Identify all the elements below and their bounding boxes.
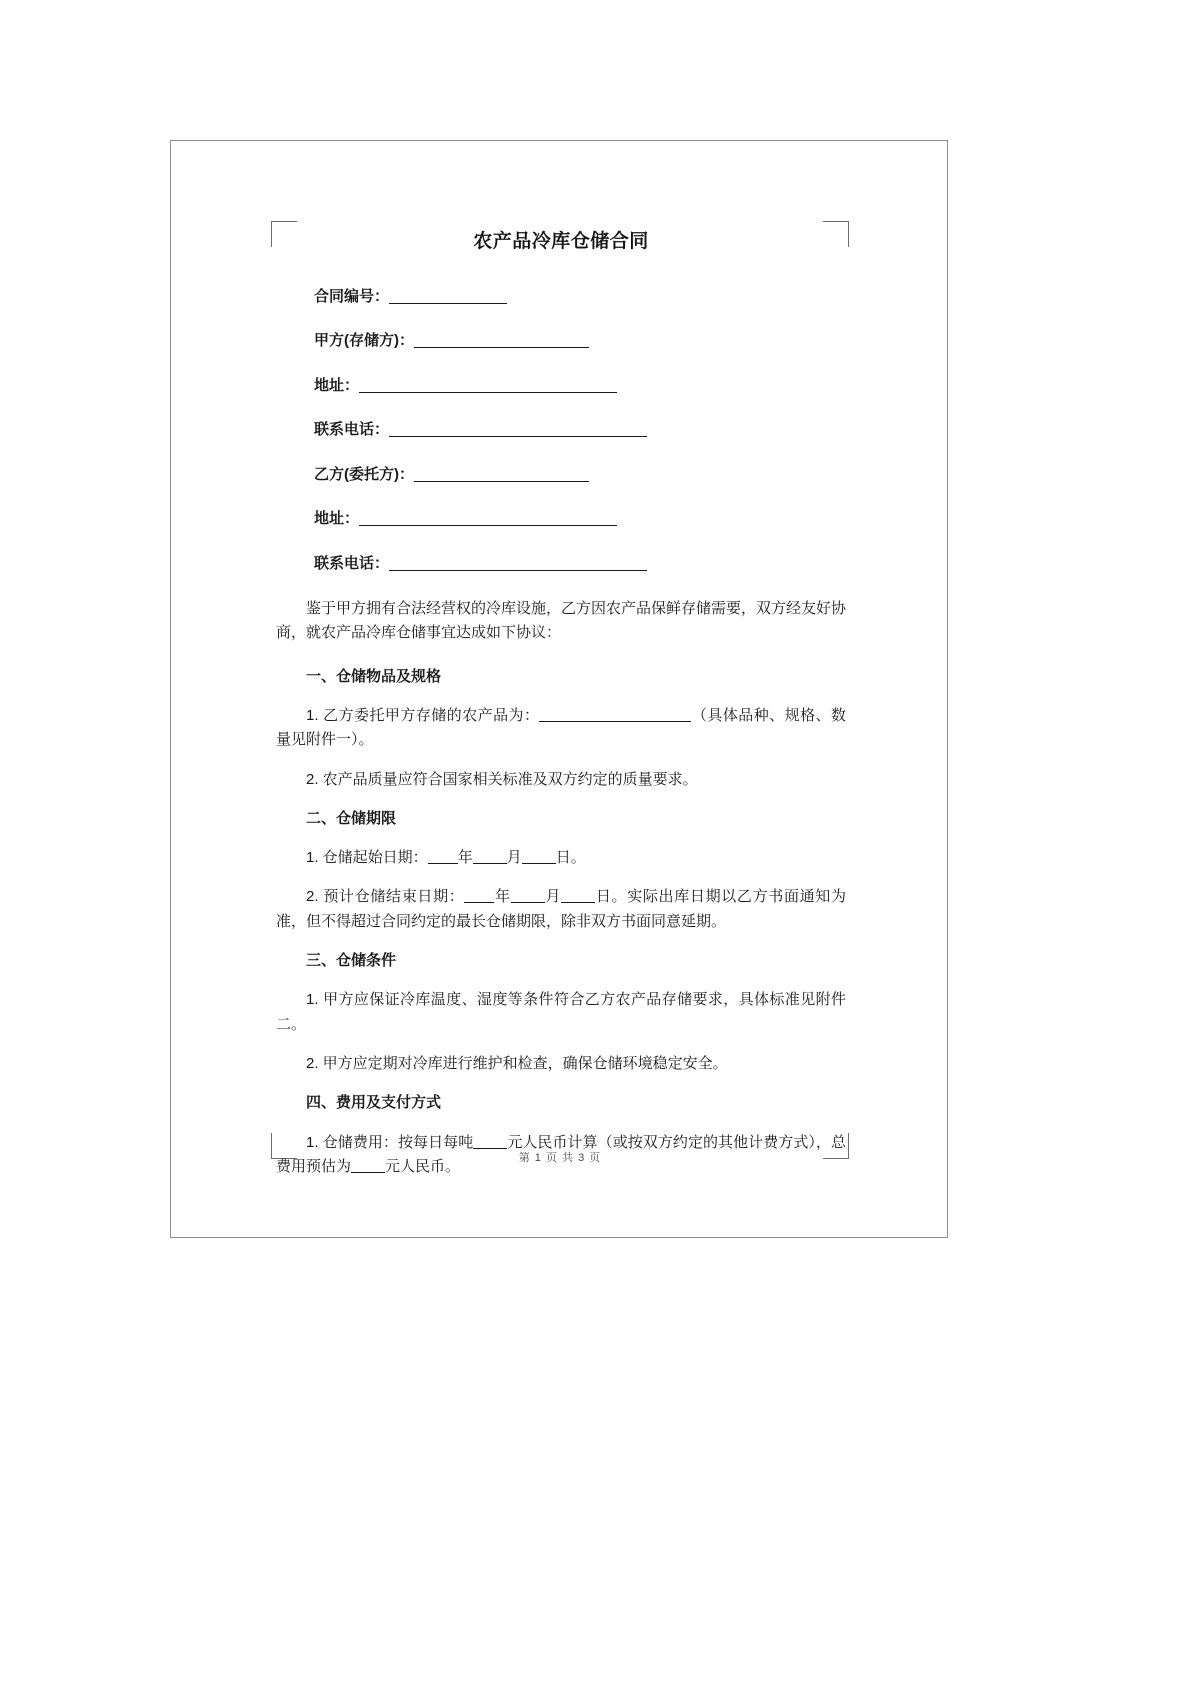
clause-1-1-suffix: （具体品种、规格、数量见附件一）。 — [276, 706, 846, 749]
clause-2-2-month-unit: 月 — [544, 888, 562, 906]
clause-3-1: 1. 甲方应保证冷库温度、湿度等条件符合乙方农产品存储要求，具体标准见附件二。 — [276, 991, 846, 1033]
clause-4-1-suffix: 元人民币。 — [385, 1157, 461, 1175]
clause-2-2 — [276, 885, 846, 934]
form-blank-party-a-phone[interactable] — [389, 423, 647, 437]
document-body — [276, 229, 846, 1194]
form-label-party-a-phone: 联系电话： — [314, 421, 390, 439]
clause-2-1-day-unit: 日 — [555, 849, 571, 867]
form-row-contract-number — [276, 286, 846, 309]
clause-2-2-month-blank[interactable] — [511, 890, 545, 903]
clause-4-1-mid: 元人民币计算（或按双方约定的其他计费方式），总费用预估为 — [276, 1133, 846, 1175]
document-page — [170, 140, 948, 1238]
form-blank-party-a[interactable] — [414, 334, 589, 348]
section-heading-1: 一、仓储物品及规格 — [306, 667, 442, 685]
clause-2-2-day-blank[interactable] — [561, 890, 595, 903]
clause-2-2-suffix: 。实际出库日期以乙方书面通知为准，但不得超过合同约定的最长仓储期限，除非双方书面同意延期。 — [276, 888, 846, 930]
form-label-party-b: 乙方(委托方)： — [314, 465, 414, 483]
form-blank-contract-number[interactable] — [389, 290, 507, 304]
form-blank-party-b[interactable] — [414, 468, 589, 482]
clause-2-1-day-blank[interactable] — [522, 851, 556, 864]
clause-2-2-year-blank[interactable] — [464, 890, 494, 903]
clause-2-1-month-unit: 月 — [506, 849, 522, 867]
clause-2-1-year-blank[interactable] — [428, 851, 458, 864]
clause-2-1-year-unit: 年 — [457, 849, 473, 867]
document-title: 农产品冷库仓储合同 — [473, 231, 649, 252]
clause-2-1-suffix: 。 — [570, 849, 586, 867]
clause-2-2-prefix: 2. 预计仓储结束日期： — [306, 888, 465, 906]
form-row-party-a — [276, 330, 846, 353]
form-blank-party-a-address[interactable] — [359, 379, 617, 393]
form-label-contract-number: 合同编号： — [314, 287, 390, 305]
form-label-party-b-address: 地址： — [314, 510, 360, 528]
form-label-party-a-address: 地址： — [314, 376, 360, 394]
form-blank-party-b-phone[interactable] — [389, 557, 647, 571]
form-blank-party-b-address[interactable] — [359, 512, 617, 526]
form-label-party-b-phone: 联系电话： — [314, 554, 390, 572]
clause-1-2: 2. 农产品质量应符合国家相关标准及双方约定的质量要求。 — [306, 770, 698, 788]
clause-2-2-year-unit: 年 — [494, 888, 511, 906]
clause-1-1-prefix: 1. 乙方委托甲方存储的农产品为： — [306, 706, 540, 724]
clause-3-2: 2. 甲方应定期对冷库进行维护和检查，确保仓储环境稳定安全。 — [306, 1054, 728, 1072]
clause-2-2-day-unit: 日 — [595, 888, 612, 906]
section-heading-4: 四、费用及支付方式 — [306, 1094, 442, 1112]
section-heading-3: 三、仓储条件 — [306, 952, 397, 970]
clause-2-1-prefix: 1. 仓储起始日期： — [306, 849, 428, 867]
form-row-party-b-address — [276, 508, 846, 531]
clause-1-1-blank[interactable] — [539, 709, 691, 722]
section-heading-2: 二、仓储期限 — [306, 809, 397, 827]
form-row-party-a-address — [276, 375, 846, 398]
clause-4-1-rate-blank[interactable] — [473, 1136, 507, 1149]
clause-4-1-prefix: 1. 仓储费用：按每日每吨 — [306, 1133, 474, 1151]
page-footer: 第 1 页 共 3 页 — [518, 1152, 602, 1164]
form-row-party-a-phone — [276, 419, 846, 442]
clause-2-1 — [276, 846, 846, 870]
form-label-party-a: 甲方(存储方)： — [314, 332, 414, 350]
form-row-party-b-phone — [276, 553, 846, 576]
preamble-paragraph: 鉴于甲方拥有合法经营权的冷库设施，乙方因农产品保鲜存储需要，双方经友好协商，就农产品冷库仓储事宜达成如下协议： — [276, 600, 847, 642]
form-row-party-b — [276, 464, 846, 487]
clause-1-1 — [276, 704, 846, 753]
clause-2-1-month-blank[interactable] — [473, 851, 507, 864]
